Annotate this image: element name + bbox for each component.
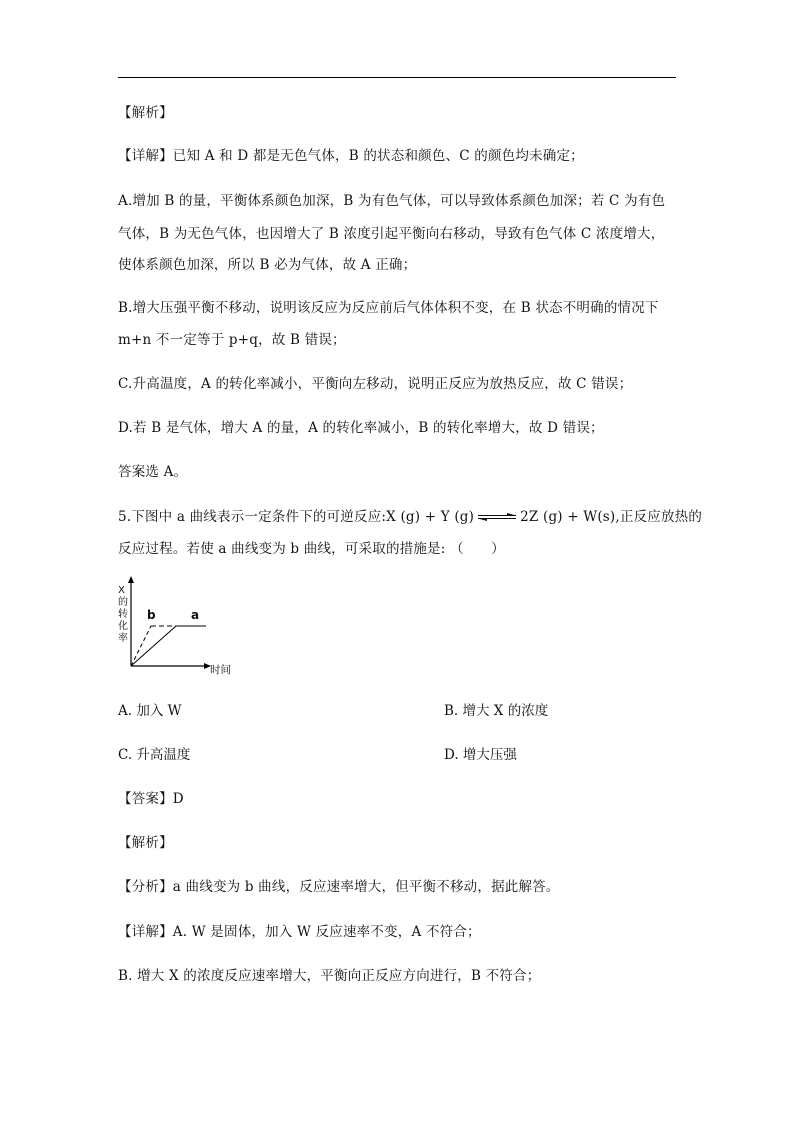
graph-axes-and-curves [114,574,254,680]
question-5-stem-pre: 5.下图中 a 曲线表示一定条件下的可逆反应:X (g) + Y (g) [118,509,475,525]
question-5-stem-line-1 [118,508,702,527]
answer-choice-text: 答案选 A。 [118,464,188,480]
option-d-explanation: D.若 B 是气体，增大 A 的量，A 的转化率减小，B 的转化率增大，故 D 错误； [118,420,604,436]
choice-d: D. 增大压强 [444,747,517,763]
equilibrium-arrow-icon [477,509,517,527]
curve-a-label: a [191,608,200,622]
option-a-explanation-line-3: 使体系颜色加深，所以 B 必为气体，故 A 正确； [118,257,417,273]
option-b-explanation-line-2: m+n 不一定等于 p+q，故 B 错误； [118,332,346,348]
analysis-summary: 【分析】a 曲线变为 b 曲线，反应速率增大，但平衡不移动，据此解答。 [118,879,560,895]
header-rule [118,77,676,78]
option-c-explanation: C.升高温度，A 的转化率减小，平衡向左移动，说明正反应为放热反应，故 C 错误； [118,376,633,392]
choice-c: C. 升高温度 [118,747,191,763]
analysis-heading-1: 【解析】 [118,105,173,121]
choice-b: B. 增大 X 的浓度 [444,703,549,719]
detail-option-b: B. 增大 X 的浓度反应速率增大，平衡向正反应方向进行，B 不符合； [118,968,541,984]
option-b-explanation-line-1: B.增大压强平衡不移动，说明该反应为反应前后气体体积不变，在 B 状态不明确的情况下 [118,300,659,316]
y-axis-label: X的转化率 [118,585,128,644]
question-5-stem-line-2: 反应过程。若使 a 曲线变为 b 曲线，可采取的措施是: （ ） [118,541,505,557]
analysis-heading-2: 【解析】 [118,835,173,851]
choice-a: A. 加入 W [118,703,182,719]
x-axis-label: 时间 [210,664,231,676]
option-a-explanation-line-2: 气体，B 为无色气体，也因增大了 B 浓度引起平衡向右移动，导致有色气体 C 浓度增大， [118,226,665,242]
answer-label: 【答案】D [118,791,184,807]
option-a-explanation-line-1: A.增加 B 的量，平衡体系颜色加深，B 为有色气体，可以导致体系颜色加深；若 C 为有色 [118,193,666,209]
question-5-stem-post: 2Z (g) + W(s),正反应放热的 [520,509,703,525]
curve-b-label: b [147,608,156,622]
detail-option-a: 【详解】A. W 是固体，加入 W 反应速率不变，A 不符合； [118,924,481,940]
conversion-time-graph [114,574,254,680]
detail-intro: 【详解】已知 A 和 D 都是无色气体，B 的状态和颜色、C 的颜色均未确定； [118,148,584,164]
